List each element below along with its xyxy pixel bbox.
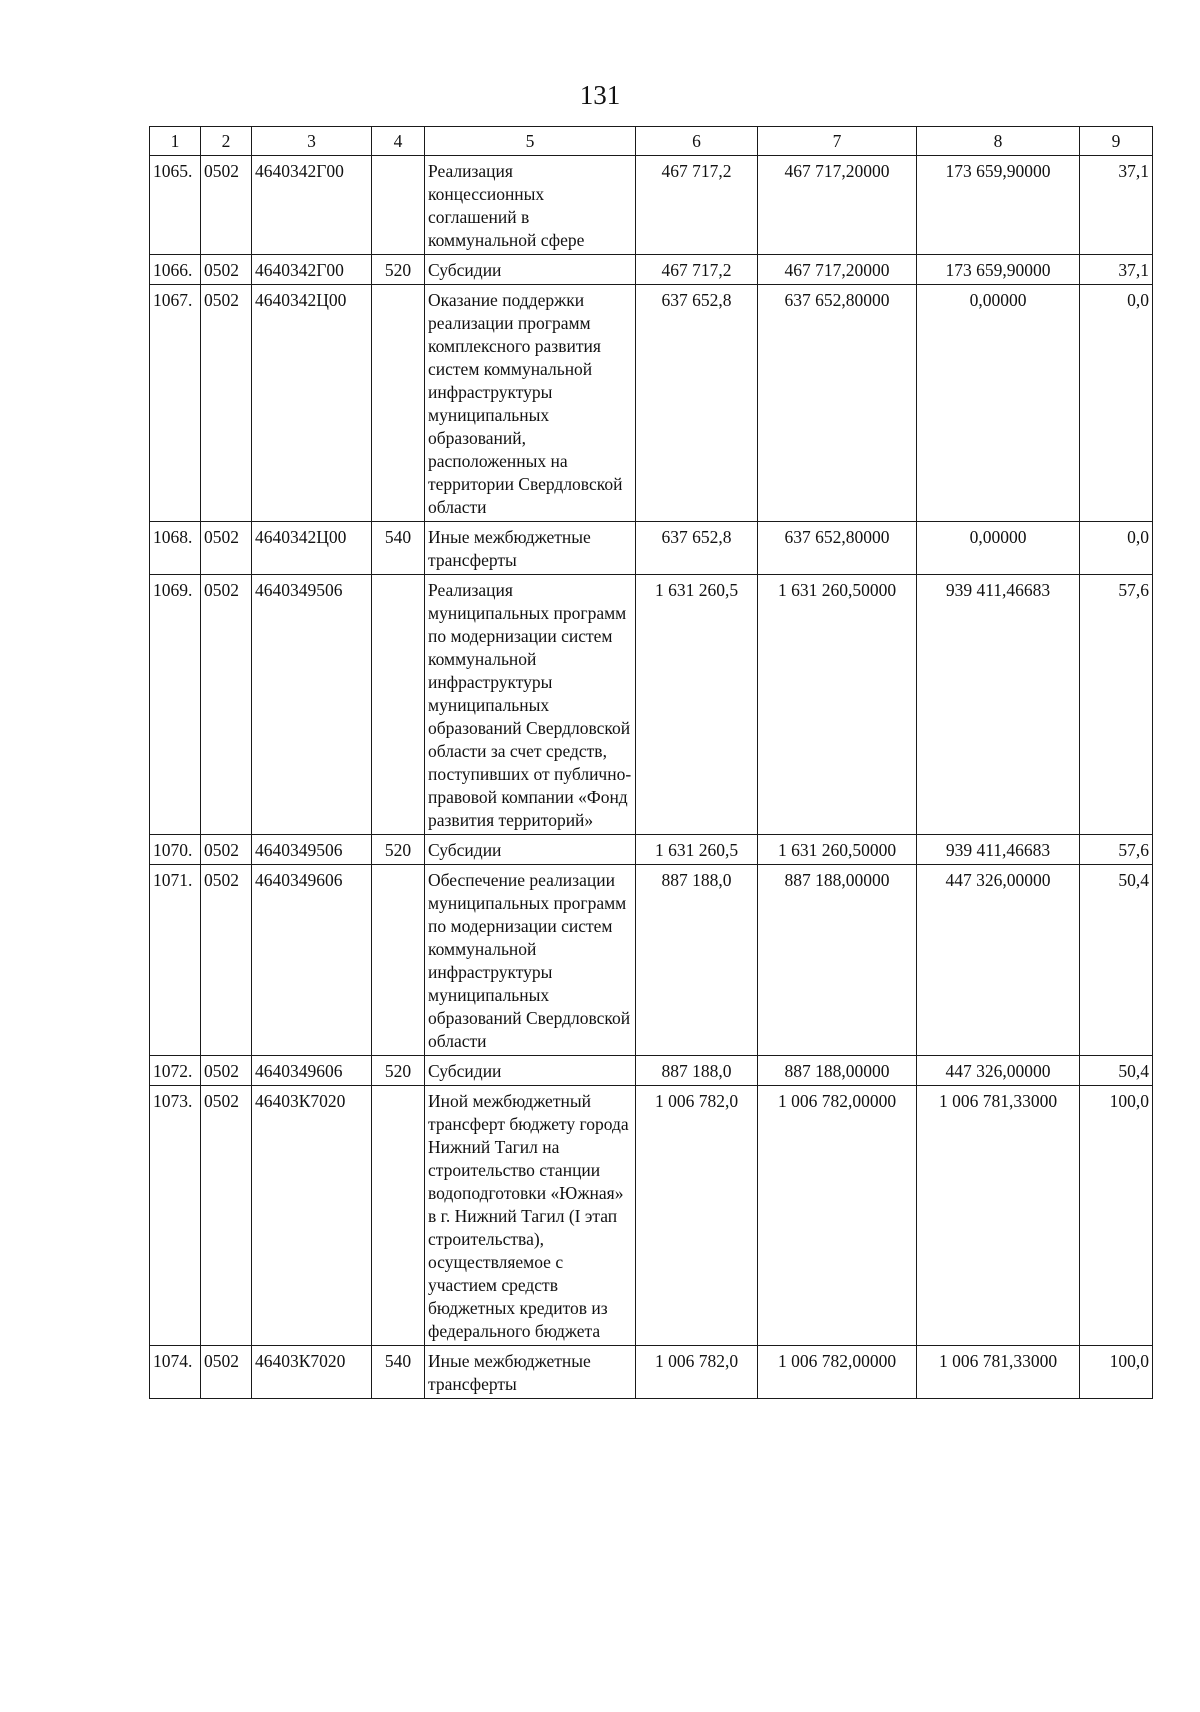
table-row [150, 575, 1153, 835]
execution-percent: 0,0 [1080, 285, 1153, 522]
table-row [150, 156, 1153, 255]
row-description: Субсидии [425, 1056, 636, 1086]
row-number: 1066. [150, 255, 201, 285]
approved-amount: 1 631 260,5 [636, 835, 758, 865]
expense-type-code: 540 [372, 522, 425, 575]
row-number: 1074. [150, 1346, 201, 1399]
section-code: 0502 [201, 255, 252, 285]
expense-type-code: 520 [372, 1056, 425, 1086]
section-code: 0502 [201, 1056, 252, 1086]
executed-amount: 939 411,46683 [917, 835, 1080, 865]
row-description: Иные межбюджетные трансферты [425, 522, 636, 575]
row-number: 1067. [150, 285, 201, 522]
target-article-code: 4640342Ц00 [252, 285, 372, 522]
target-article-code: 4640342Г00 [252, 255, 372, 285]
approved-amount: 1 006 782,0 [636, 1086, 758, 1346]
row-number: 1069. [150, 575, 201, 835]
expense-type-code: 540 [372, 1346, 425, 1399]
expense-type-code [372, 575, 425, 835]
execution-percent: 50,4 [1080, 1056, 1153, 1086]
expense-type-code: 520 [372, 255, 425, 285]
execution-percent: 100,0 [1080, 1346, 1153, 1399]
approved-amount: 1 631 260,5 [636, 575, 758, 835]
executed-amount: 173 659,90000 [917, 156, 1080, 255]
row-description: Реализация концессионных соглашений в коммунальной сфере [425, 156, 636, 255]
target-article-code: 46403К7020 [252, 1086, 372, 1346]
approved-amount: 887 188,0 [636, 1056, 758, 1086]
column-header: 9 [1080, 127, 1153, 156]
execution-percent: 57,6 [1080, 575, 1153, 835]
approved-amount: 637 652,8 [636, 285, 758, 522]
row-number: 1070. [150, 835, 201, 865]
target-article-code: 4640349506 [252, 835, 372, 865]
column-header: 8 [917, 127, 1080, 156]
section-code: 0502 [201, 522, 252, 575]
column-header: 2 [201, 127, 252, 156]
execution-percent: 37,1 [1080, 255, 1153, 285]
column-header: 6 [636, 127, 758, 156]
expense-type-code [372, 865, 425, 1056]
approved-amount: 637 652,8 [636, 522, 758, 575]
expense-type-code [372, 285, 425, 522]
execution-percent: 100,0 [1080, 1086, 1153, 1346]
target-article-code: 4640342Г00 [252, 156, 372, 255]
approved-amount: 467 717,2 [636, 156, 758, 255]
executed-amount: 1 006 781,33000 [917, 1346, 1080, 1399]
target-article-code: 4640349606 [252, 865, 372, 1056]
planned-amount: 1 006 782,00000 [758, 1346, 917, 1399]
planned-amount: 467 717,20000 [758, 156, 917, 255]
table-row [150, 1086, 1153, 1346]
executed-amount: 173 659,90000 [917, 255, 1080, 285]
planned-amount: 1 631 260,50000 [758, 575, 917, 835]
column-header: 5 [425, 127, 636, 156]
planned-amount: 1 631 260,50000 [758, 835, 917, 865]
row-description: Субсидии [425, 255, 636, 285]
row-number: 1073. [150, 1086, 201, 1346]
planned-amount: 467 717,20000 [758, 255, 917, 285]
column-header: 3 [252, 127, 372, 156]
column-header: 1 [150, 127, 201, 156]
planned-amount: 887 188,00000 [758, 1056, 917, 1086]
table-row [150, 1346, 1153, 1399]
target-article-code: 46403К7020 [252, 1346, 372, 1399]
executed-amount: 0,00000 [917, 522, 1080, 575]
section-code: 0502 [201, 1346, 252, 1399]
execution-percent: 57,6 [1080, 835, 1153, 865]
execution-percent: 0,0 [1080, 522, 1153, 575]
executed-amount: 0,00000 [917, 285, 1080, 522]
row-number: 1065. [150, 156, 201, 255]
approved-amount: 1 006 782,0 [636, 1346, 758, 1399]
executed-amount: 1 006 781,33000 [917, 1086, 1080, 1346]
section-code: 0502 [201, 285, 252, 522]
planned-amount: 637 652,80000 [758, 522, 917, 575]
row-description: Реализация муниципальных программ по модернизации систем коммунальной инфраструктуры муниципальных образований Свердловской области за счет средств, поступивших от публично-правовой компании «Фонд развития территорий» [425, 575, 636, 835]
section-code: 0502 [201, 865, 252, 1056]
row-description: Субсидии [425, 835, 636, 865]
target-article-code: 4640349606 [252, 1056, 372, 1086]
column-header: 4 [372, 127, 425, 156]
table-row [150, 285, 1153, 522]
planned-amount: 637 652,80000 [758, 285, 917, 522]
section-code: 0502 [201, 835, 252, 865]
table-row [150, 522, 1153, 575]
section-code: 0502 [201, 1086, 252, 1346]
column-header: 7 [758, 127, 917, 156]
approved-amount: 467 717,2 [636, 255, 758, 285]
section-code: 0502 [201, 575, 252, 835]
row-number: 1071. [150, 865, 201, 1056]
executed-amount: 447 326,00000 [917, 1056, 1080, 1086]
table-body [150, 127, 1153, 1399]
table-row [150, 835, 1153, 865]
row-description: Иные межбюджетные трансферты [425, 1346, 636, 1399]
executed-amount: 447 326,00000 [917, 865, 1080, 1056]
executed-amount: 939 411,46683 [917, 575, 1080, 835]
table-row [150, 1056, 1153, 1086]
expense-type-code [372, 1086, 425, 1346]
row-number: 1068. [150, 522, 201, 575]
page-number: 131 [579, 80, 621, 110]
section-code: 0502 [201, 156, 252, 255]
expense-type-code [372, 156, 425, 255]
table-row [150, 255, 1153, 285]
approved-amount: 887 188,0 [636, 865, 758, 1056]
budget-table [149, 126, 1153, 1399]
table-row [150, 865, 1153, 1056]
planned-amount: 887 188,00000 [758, 865, 917, 1056]
execution-percent: 50,4 [1080, 865, 1153, 1056]
expense-type-code: 520 [372, 835, 425, 865]
planned-amount: 1 006 782,00000 [758, 1086, 917, 1346]
column-header-row [150, 127, 1153, 156]
execution-percent: 37,1 [1080, 156, 1153, 255]
row-number: 1072. [150, 1056, 201, 1086]
row-description: Обеспечение реализации муниципальных программ по модернизации систем коммунальной инфраструктуры муниципальных образований Свердловской области [425, 865, 636, 1056]
row-description: Иной межбюджетный трансферт бюджету города Нижний Тагил на строительство станции водоподготовки «Южная» в г. Нижний Тагил (I этап строительства), осуществляемое с участием средств бюджетных кредитов из федерального бюджета [425, 1086, 636, 1346]
row-description: Оказание поддержки реализации программ комплексного развития систем коммунальной инфраструктуры муниципальных образований, расположенных на территории Свердловской области [425, 285, 636, 522]
target-article-code: 4640349506 [252, 575, 372, 835]
target-article-code: 4640342Ц00 [252, 522, 372, 575]
